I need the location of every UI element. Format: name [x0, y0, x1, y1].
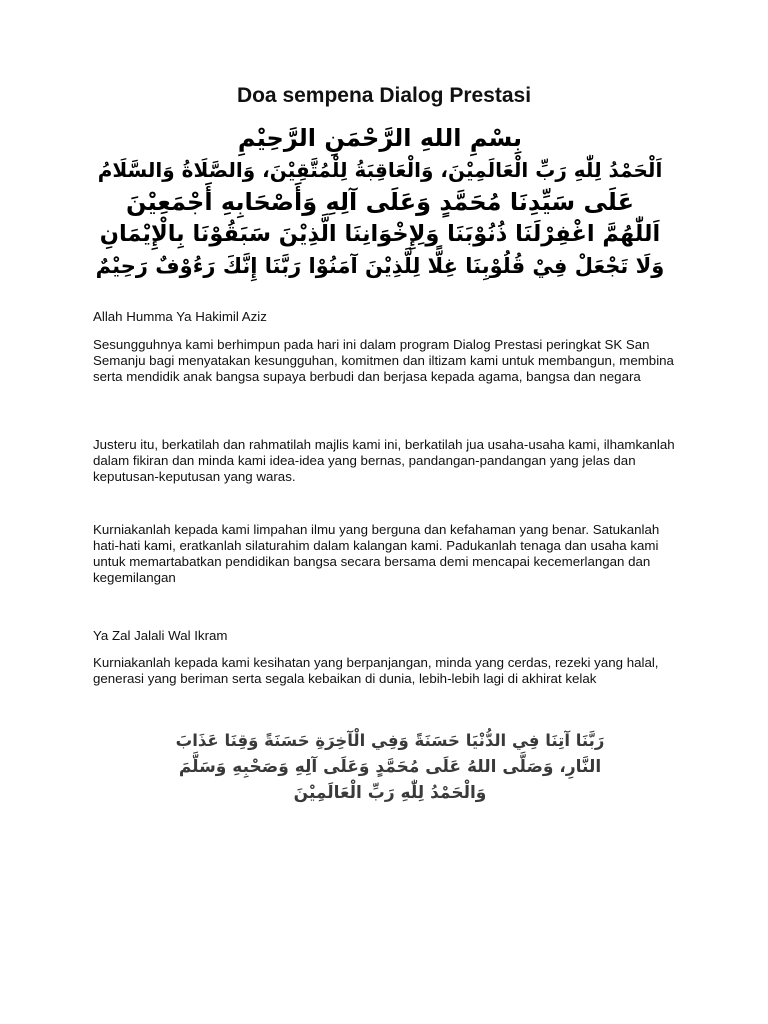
arabic-closing-prayer — [170, 728, 610, 806]
arabic-line: عَلَى سَيِّدِنَا مُحَمَّدٍ وَعَلَى آلِهِ وَأَصْحَابِهِ أَجْمَعِيْنَ — [126, 188, 634, 216]
arabic-line: بِسْمِ اللهِ الرَّحْمَنِ الرَّحِيْمِ — [237, 124, 523, 152]
arabic-line: وَالْحَمْدُ لِلّٰهِ رَبِّ الْعَالَمِيْنَ — [293, 783, 487, 803]
arabic-line: وَلَا تَجْعَلْ فِيْ قُلُوْبِنَا غِلًّا لِلَّذِيْنَ آمَنُوْا رَبَّنَا إِنَّكَ رَءُوْفٌ رَحِيْمٌ — [95, 254, 665, 278]
paragraph-wellbeing: Kurniakanlah kepada kami kesihatan yang berpanjangan, minda yang cerdas, rezeki yang halal, generasi yang beriman serta segala kebaikan di dunia, lebih-lebih lagi di akhirat kelak — [93, 655, 659, 686]
invocation-heading: Allah Humma Ya Hakimil Aziz — [93, 309, 267, 324]
page-title: Doa sempena Dialog Prestasi — [236, 84, 532, 107]
arabic-line: رَبَّنَا آتِنَا فِي الدُّنْيَا حَسَنَةً وَفِي الْآخِرَةِ حَسَنَةً وَقِنَا عَذَابَ — [175, 731, 605, 750]
arabic-line: اَلْحَمْدُ لِلّٰهِ رَبِّ الْعَالَمِيْنَ، وَالْعَاقِبَةُ لِلْمُتَّقِيْنَ، وَالصَّلَاةُ وَالسَّلَامُ — [97, 158, 663, 182]
arabic-opening-prayer — [95, 122, 665, 282]
paragraph-knowledge: Kurniakanlah kepada kami limpahan ilmu yang berguna dan kefahaman yang benar. Satukanlah hati-hati kami, eratkanlah silaturahim dalam kalangan kami. Padukanlah tenaga dan usaha kami untuk memartabatkan pendidikan bangsa secara bersama demi mencapai kecemerlangan dan kegemilangan — [93, 522, 660, 585]
arabic-line: النَّارِ، وَصَلَّى اللهُ عَلَى مُحَمَّدٍ وَعَلَى آلِهِ وَصَحْبِهِ وَسَلَّمَ — [178, 757, 602, 777]
paragraph-blessing: Justeru itu, berkatilah dan rahmatilah majlis kami ini, berkatilah jua usaha-usaha kami, ilhamkanlah dalam fikiran dan minda kami idea-idea yang bernas, pandangan-pandangan yang jelas dan keputusan-keputusan yang waras. — [93, 437, 675, 484]
arabic-line: اَللّٰهُمَّ اغْفِرْلَنَا ذُنُوْبَنَا وَلِإِخْوَانِنَا الَّذِيْنَ سَبَقُوْنَا بِالْإِيْمَانِ — [99, 221, 661, 247]
paragraph-gathering: Sesungguhnya kami berhimpun pada hari ini dalam program Dialog Prestasi peringkat SK San Semanju bagi menyatakan kesungguhan, komitmen dan iltizam kami untuk membangun, membina serta mendidik anak bangsa supaya berbudi dan berjasa kepada agama, bangsa dan negara — [93, 337, 674, 384]
invocation-heading-2: Ya Zal Jalali Wal Ikram — [93, 628, 228, 643]
